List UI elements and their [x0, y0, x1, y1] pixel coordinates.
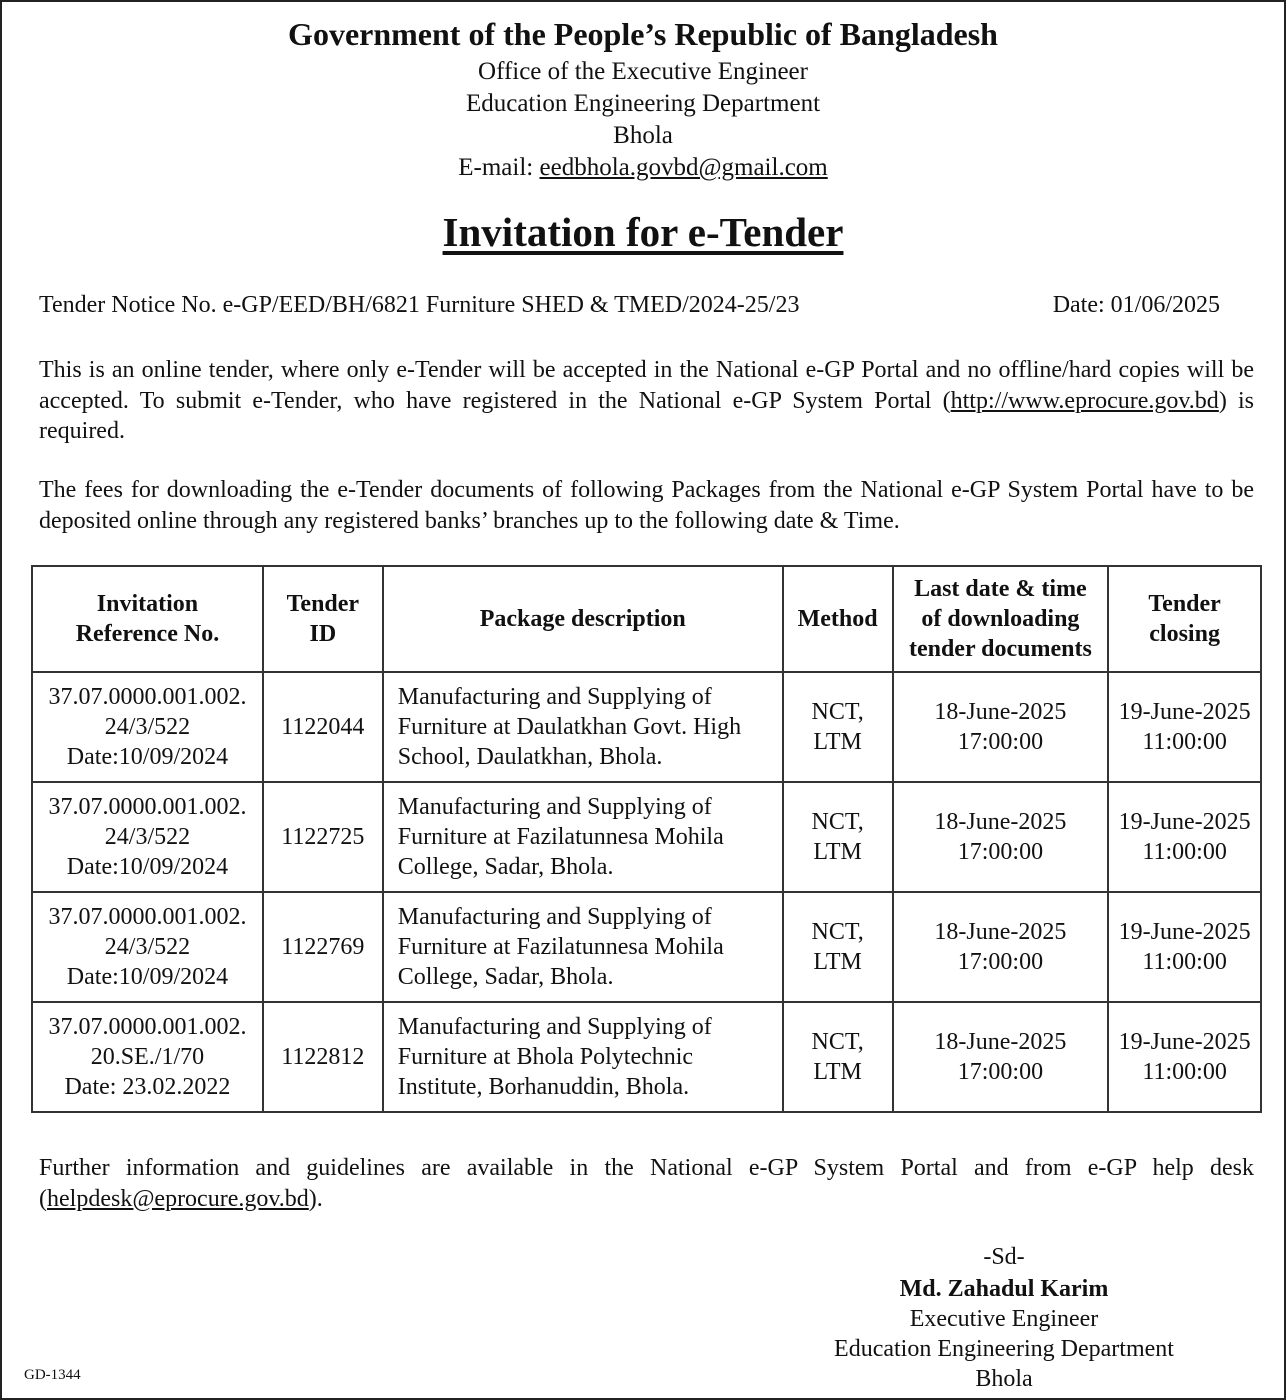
tender-table — [31, 565, 1262, 1113]
cell-tender-id: 1122812 — [263, 1002, 383, 1112]
title-text: Invitation for e-Tender — [442, 209, 844, 255]
cell-closing: 19-June-2025 11:00:00 — [1108, 672, 1261, 782]
notice-date: Date: 01/06/2025 — [1052, 292, 1220, 318]
table-header-row — [32, 566, 1261, 672]
department-line: Education Engineering Department — [465, 90, 821, 117]
table-row — [32, 782, 1261, 892]
cell-method: NCT, LTM — [783, 892, 893, 1002]
signatory-district: Bhola — [975, 1366, 1033, 1392]
header-method: Method — [783, 566, 893, 672]
cell-closing: 19-June-2025 11:00:00 — [1108, 892, 1261, 1002]
cell-tender-id: 1122725 — [263, 782, 383, 892]
signatory-designation: Executive Engineer — [909, 1306, 1099, 1332]
signatory-department: Education Engineering Department — [834, 1336, 1174, 1362]
paragraph1-end: ) is required. — [39, 387, 1255, 444]
cell-closing: 19-June-2025 11:00:00 — [1108, 782, 1261, 892]
helpdesk-email-link[interactable]: helpdesk@eprocure.gov.bd — [47, 1185, 309, 1212]
header-description: Package description — [383, 566, 783, 672]
cell-method: NCT, LTM — [783, 782, 893, 892]
cell-reference: 37.07.0000.001.002. 20.SE./1/70 Date: 23.02.2022 — [32, 1002, 263, 1112]
cell-last-date: 18-June-2025 17:00:00 — [893, 672, 1109, 782]
further-information-paragraph — [39, 1153, 1254, 1214]
paragraph1-text: This is an online tender, where only e-Tender will be accepted in the National e-GP Portal and no offline/hard copies will be accepted. To submit e-Tender, who have registered in the National e-GP System Portal ( — [39, 357, 1254, 414]
cell-reference: 37.07.0000.001.002. 24/3/522 Date:10/09/2024 — [32, 892, 263, 1002]
further-end: ). — [308, 1185, 323, 1212]
gd-code: GD-1344 — [24, 1367, 81, 1383]
cell-description: Manufacturing and Supplying of Furniture at Bhola Polytechnic Institute, Borhanuddin, Bhola. — [383, 1002, 783, 1112]
cell-closing: 19-June-2025 11:00:00 — [1108, 1002, 1261, 1112]
cell-tender-id: 1122769 — [263, 892, 383, 1002]
office-email-link[interactable]: eedbhola.govbd@gmail.com — [539, 154, 828, 181]
header-closing: Tender closing — [1108, 566, 1261, 672]
cell-last-date: 18-June-2025 17:00:00 — [893, 892, 1109, 1002]
cell-description: Manufacturing and Supplying of Furniture at Fazilatunnesa Mohila College, Sadar, Bhola. — [383, 782, 783, 892]
header-reference: Invitation Reference No. — [32, 566, 263, 672]
cell-method: NCT, LTM — [783, 1002, 893, 1112]
cell-description: Manufacturing and Supplying of Furniture at Fazilatunnesa Mohila College, Sadar, Bhola. — [383, 892, 783, 1002]
fees-paragraph: The fees for downloading the e-Tender documents of following Packages from the National e-GP System Portal have to be deposited online through any registered banks’ branches up to the following date & Time. — [39, 477, 1254, 534]
table-row — [32, 1002, 1261, 1112]
cell-tender-id: 1122044 — [263, 672, 383, 782]
table-row — [32, 892, 1261, 1002]
signatory-name: Md. Zahadul Karim — [899, 1276, 1109, 1302]
email-line — [2, 154, 1284, 182]
email-label: E-mail: — [458, 154, 534, 181]
cell-last-date: 18-June-2025 17:00:00 — [893, 1002, 1109, 1112]
district-line: Bhola — [613, 122, 673, 149]
online-tender-paragraph — [39, 355, 1254, 447]
page-title — [2, 208, 1284, 256]
eprocure-link[interactable]: http://www.eprocure.gov.bd — [950, 387, 1219, 414]
header-last-date: Last date & time of downloading tender documents — [893, 566, 1109, 672]
government-heading: Government of the People’s Republic of Bangladesh — [288, 16, 998, 52]
cell-last-date: 18-June-2025 17:00:00 — [893, 782, 1109, 892]
signature-sd: -Sd- — [983, 1244, 1025, 1270]
table-row — [32, 672, 1261, 782]
cell-reference: 37.07.0000.001.002. 24/3/522 Date:10/09/2024 — [32, 672, 263, 782]
header-tender-id: Tender ID — [263, 566, 383, 672]
cell-description: Manufacturing and Supplying of Furniture at Daulatkhan Govt. High School, Daulatkhan, Bhola. — [383, 672, 783, 782]
tender-notice-number: Tender Notice No. e-GP/EED/BH/6821 Furniture SHED & TMED/2024-25/23 — [39, 292, 800, 318]
cell-method: NCT, LTM — [783, 672, 893, 782]
further-text: Further information and guidelines are available in the National e-GP System Portal and from e-GP help desk ( — [39, 1155, 1254, 1212]
office-line: Office of the Executive Engineer — [478, 58, 808, 85]
cell-reference: 37.07.0000.001.002. 24/3/522 Date:10/09/2024 — [32, 782, 263, 892]
